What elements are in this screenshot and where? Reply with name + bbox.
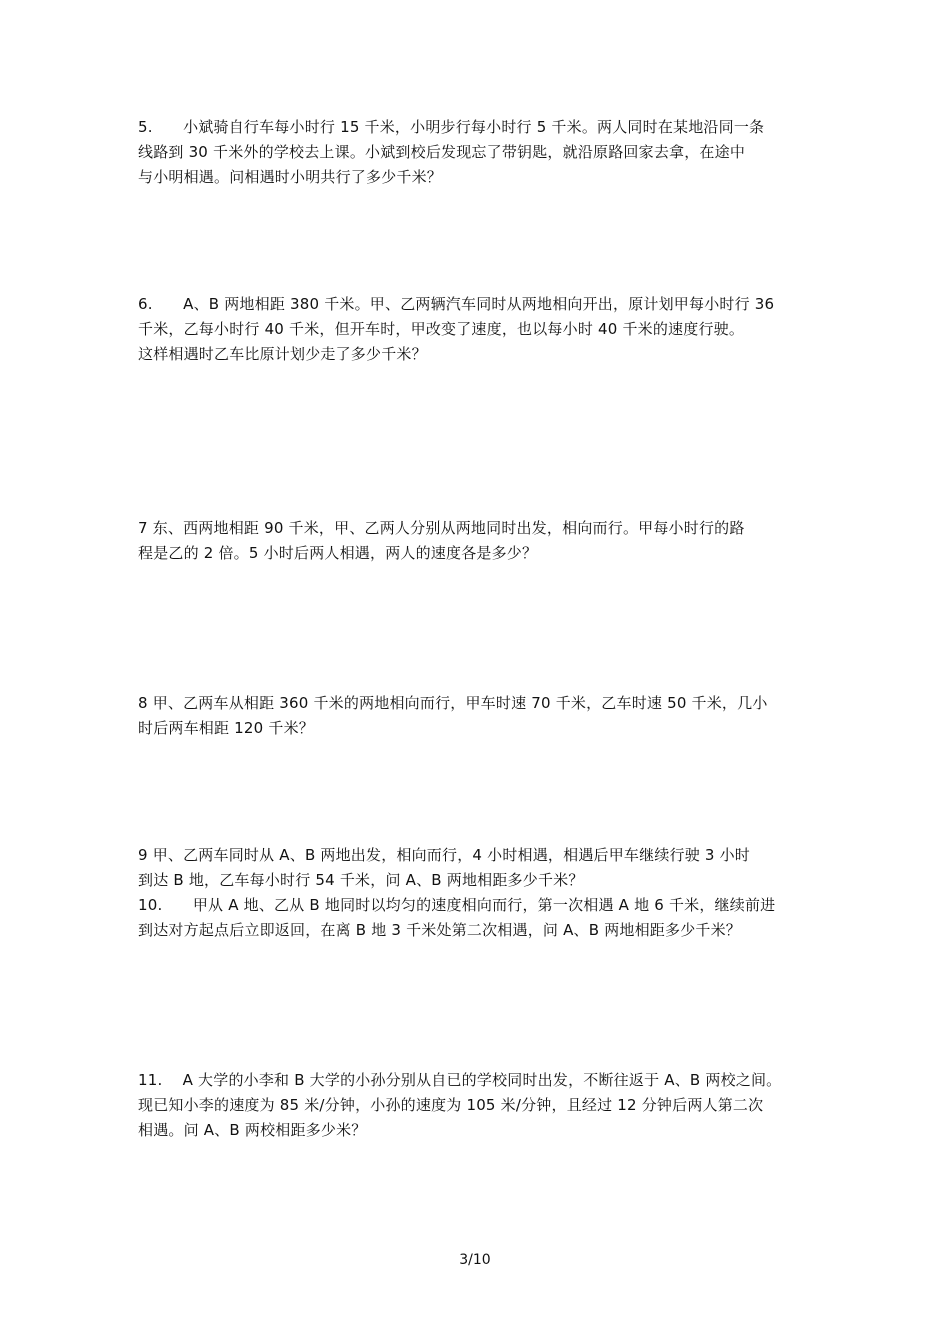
problem-11-line-1: 11. A 大学的小李和 B 大学的小孙分别从自已的学校同时出发，不断往返于 A、B 两校之间。 bbox=[138, 1071, 782, 1089]
problem-7 bbox=[138, 516, 818, 566]
problem-5-line-3: 与小明相遇。问相遇时小明共行了多少千米？ bbox=[138, 168, 443, 186]
problem-11-line-3: 相遇。问 A、B 两校相距多少米？ bbox=[138, 1121, 367, 1139]
problem-11 bbox=[138, 1068, 818, 1143]
problem-7-line-2: 程是乙的 2 倍。5 小时后两人相遇，两人的速度各是多少？ bbox=[138, 544, 538, 562]
problem-5-line-2: 线路到 30 千米外的学校去上课。小斌到校后发现忘了带钥匙，就沿原路回家去拿，在途中 bbox=[138, 143, 746, 161]
problem-11-line-2: 现已知小李的速度为 85 米/分钟，小孙的速度为 105 米/分钟，且经过 12 分钟后两人第二次 bbox=[138, 1096, 764, 1114]
problem-9-line-2: 到达 B 地，乙车每小时行 54 千米，问 A、B 两地相距多少千米？ bbox=[138, 871, 584, 889]
problem-10-line-1: 10. 甲从 A 地、乙从 B 地同时以均匀的速度相向而行，第一次相遇 A 地 6 千米，继续前进 bbox=[138, 896, 776, 914]
problem-8-line-1: 8 甲、乙两车从相距 360 千米的两地相向而行，甲车时速 70 千米，乙车时速 50 千米，几小 bbox=[138, 694, 768, 712]
problem-8-line-2: 时后两车相距 120 千米？ bbox=[138, 719, 314, 737]
page-number: 3/10 bbox=[459, 1252, 491, 1268]
problem-7-line-1: 7 东、西两地相距 90 千米，甲、乙两人分别从两地同时出发，相向而行。甲每小时行的路 bbox=[138, 519, 745, 537]
problem-6-line-1: 6. A、B 两地相距 380 千米。甲、乙两辆汽车同时从两地相向开出，原计划甲每小时行 36 bbox=[138, 295, 775, 313]
problem-6-line-3: 这样相遇时乙车比原计划少走了多少千米？ bbox=[138, 345, 427, 363]
problem-9-10 bbox=[138, 843, 818, 943]
problem-6-line-2: 千米，乙每小时行 40 千米，但开车时，甲改变了速度，也以每小时 40 千米的速度行驶。 bbox=[138, 320, 745, 338]
problem-5 bbox=[138, 115, 818, 190]
problem-6 bbox=[138, 292, 818, 367]
problem-9-line-1: 9 甲、乙两车同时从 A、B 两地出发，相向而行，4 小时相遇，相遇后甲车继续行驶 3 小时 bbox=[138, 846, 750, 864]
problem-10-line-2: 到达对方起点后立即返回，在离 B 地 3 千米处第二次相遇，问 A、B 两地相距多少千米？ bbox=[138, 921, 741, 939]
problem-8 bbox=[138, 691, 818, 741]
problem-5-line-1: 5. 小斌骑自行车每小时行 15 千米，小明步行每小时行 5 千米。两人同时在某地沿同一条 bbox=[138, 118, 765, 136]
